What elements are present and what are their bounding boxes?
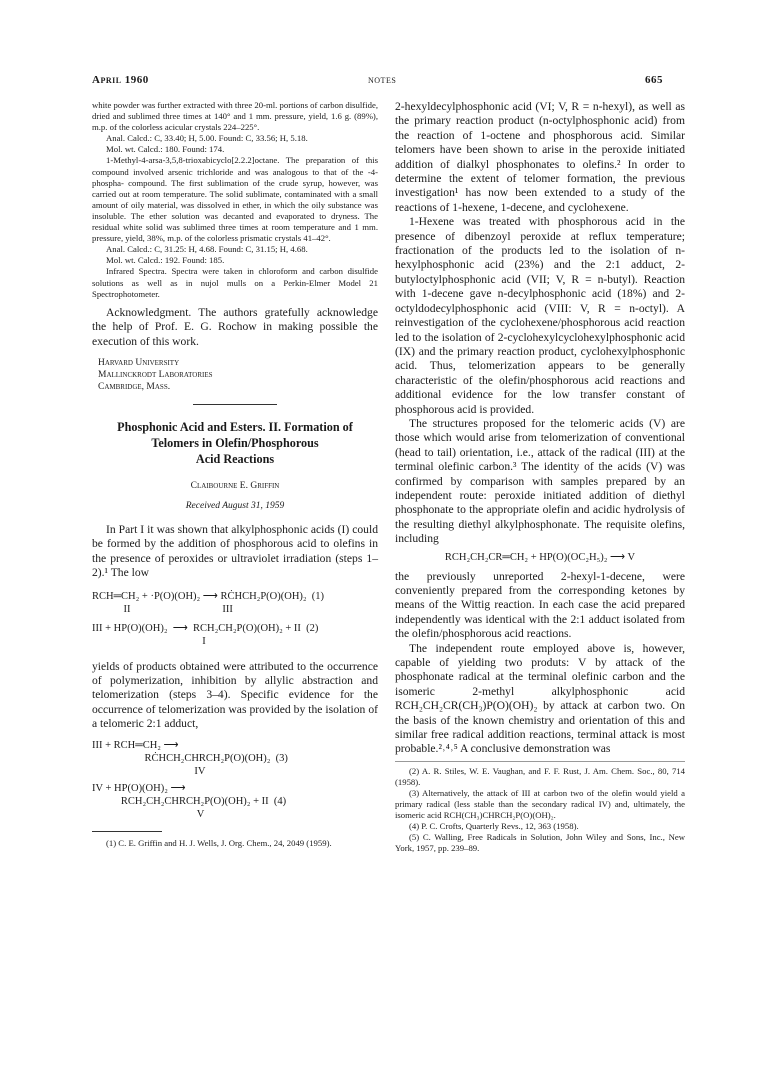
intro-paragraph: In Part I it was shown that alkylphosphonic acids (I) could be formed by the addition of phosphorous acid to olefins in the presence of peroxides or ultraviolet irradiation (steps 1–2).¹ The low: [92, 522, 378, 580]
molwt-line: Mol. wt. Calcd.: 180. Found: 174.: [106, 144, 225, 155]
running-header-date: April 1960: [92, 74, 149, 86]
experimental-paragraph: white powder was further extracted with three 20-ml. portions of carbon disulfide, dried and sublimed three times at 140° and 1 mm. pressure, yield, 1.6 g. (89%), m.p. of the colorless acicular crystals 224–225°.: [92, 100, 378, 133]
body-paragraph: yields of products obtained were attributed to the occurrence of polymerization, inhibition by allylic abstraction and telomerization (steps 3–4). Specific evidence for the occurrence of telomerization was provided by the isolation of a telomeric 2:1 adduct,: [92, 659, 378, 731]
body-paragraph: 1-Hexene was treated with phosphorous acid in the presence of dibenzoyl peroxide at reflux temperature; fractionation of the products led to the isolation of n-hexylphosphonic acid (23%) and the 2:1 adduct, 2-butyloctylphosphonic acid (VII; V, R = n-butyl). Reaction with 1-decene gave n-decylphosphonic acid (18%) and 2-octyldodecylphosphonic acid (VIII: V, R = n-octyl). A reinvestigation of the cyclohexene/phosphorous acid reaction led to the isolation of 2-cyclohexylcyclohexylphosphonic acid (IX) and the primary reaction product, cyclohexylphosphonic acid. Thus, telomerization appears to be generally characteristic of the olefin/phosphorous acid reactions and additional evidence for the low transfer constant of phosphorous acid is provided.: [395, 215, 685, 416]
affiliation-line: Mallinckrodt Laboratories: [98, 369, 213, 380]
footnote-3: (3) Alternatively, the attack of III at carbon two of the olefin would yield a primary radical (less stable than the secondary radical IV) and, ultimately, the isomeric acid RCH(CH₃)CHRCH₂P(O)(OH)₂.: [395, 787, 685, 820]
footnote-rule: [92, 831, 162, 832]
analysis-line: Anal. Calcd.: C, 33.40; H, 5.00. Found: C, 33.56; H, 5.18.: [106, 133, 308, 144]
analysis-line: Anal. Calcd.: C, 31.25: H, 4.68. Found: C, 31.15; H, 4.68.: [106, 244, 308, 255]
running-header-section: notes: [368, 74, 397, 86]
article-title: [92, 419, 378, 467]
title-line: Acid Reactions: [195, 451, 275, 466]
footnote-5: (5) C. Walling, Free Radicals in Solution, John Wiley and Sons, Inc., New York, 1957, pp. 239–89.: [395, 831, 685, 853]
equation-4: IV + HP(O)(OH)₂ ⟶: [92, 782, 186, 794]
equation-3-labels: IV: [92, 765, 206, 777]
footnote-rule: [395, 761, 685, 762]
affiliation-line: Cambridge, Mass.: [98, 381, 171, 392]
page-number: 665: [645, 74, 663, 86]
body-paragraph: The independent route employed above is, however, capable of yielding two produts: V by attack of the phosphonate radical at the terminal olefinic carbon and the isomeric 2-methyl alkylphosphonic acid RCH₂CH₂CR(CH₃)P(O)(OH)₂ by attack at carbon two. On the basis of the known chemistry and orientation of this and similar free radical addition reactions, terminal attack is most probable.²˒⁴˒⁵ A conclusive demonstration was: [395, 641, 685, 756]
title-line: Phosphonic Acid and Esters. II. Formation of: [117, 419, 353, 434]
acknowledgment: Acknowledgment. The authors gratefully acknowledge the help of Prof. E. G. Rochow in making possible the execution of this work.: [92, 305, 378, 348]
experimental-paragraph: 1-Methyl-4-arsa-3,5,8-trioxabicyclo[2.2.2]octane. The preparation of this compound involved arsenic trichloride and was analogous to that of the -4-phospha- compound. The first sublimation of the crude syrup, however, was carried out at room temperature. The solid sublimate, contaminated with a small amount of oily material, was dissolved in ether, in which the oily substance was insoluble. The ether solution was decanted and evaporated to dryness. The residual white solid was sublimed three times at room temperature and 1 mm. pressure, yield, 38%, m.p. of the colorless prismatic crystals 41–42°.: [92, 155, 378, 244]
affiliation-line: Harvard University: [98, 357, 180, 368]
equation-2-labels: I: [92, 635, 206, 647]
section-divider: [193, 404, 277, 405]
equation-2: III + HP(O)(OH)₂ ⟶ RCH₂CH₂P(O)(OH)₂ + II (2): [92, 622, 319, 634]
body-paragraph: the previously unreported 2-hexyl-1-decene, were conveniently prepared from the corresponding ketones by means of the Wittig reaction. In each case the acid prepared independently was identical with the 2:1 adduct isolated from the olefin/phosphorous acid reactions.: [395, 569, 685, 641]
title-line: Telomers in Olefin/Phosphorous: [151, 435, 319, 450]
footnote-1: (1) C. E. Griffin and H. J. Wells, J. Org. Chem., 24, 2049 (1959).: [106, 837, 332, 848]
equation-3: III + RCH═CH₂ ⟶: [92, 739, 179, 751]
equation-1: RCH═CH₂ + ·P(O)(OH)₂ ⟶ RĊHCH₂P(O)(OH)₂ (1): [92, 590, 325, 602]
right-column: [395, 100, 685, 854]
equation-4-body: RCH₂CH₂CHRCH₂P(O)(OH)₂ + II (4): [92, 795, 287, 807]
olefin-equation: RCH₂CH₂CR═CH₂ + HP(O)(OC₂H₅)₂ ⟶ V: [444, 551, 636, 563]
infrared-paragraph: Infrared Spectra. Spectra were taken in chloroform and carbon disulfide solutions as well as in nujol mulls on a Perkin-Elmer Model 21 Spectrophotometer.: [92, 266, 378, 299]
equation-1-labels: II III: [92, 603, 233, 615]
received-date: Received August 31, 1959: [185, 500, 285, 511]
author: Claibourne E. Griffin: [190, 480, 280, 491]
equation-4-labels: V: [92, 808, 205, 820]
body-paragraph: The structures proposed for the telomeric acids (V) are those which would arise from telomerization of conventional (head to tail) orientation, i.e., attack of the radical (III) at the terminal olefinic carbon.³ The identity of the acids (V) was confirmed by comparison with samples prepared by an independent route: peroxide initiated addition of diethyl phosphonate to the appropriate olefin and acidic hydrolysis of the resulting diethyl alkylphosphonate. The requisite olefins, including: [395, 416, 685, 546]
footnote-4: (4) P. C. Crofts, Quarterly Revs., 12, 363 (1958).: [409, 820, 579, 831]
body-paragraph: 2-hexyldecylphosphonic acid (VI; V, R = n-hexyl), as well as the primary reaction product (n-octylphosphonic acid) from the reaction of 1-octene and phosphorous acid. Similar telomers have been shown to arise in the peroxide initiated addition of dialkyl phosphonates to olefins.² In order to determine the extent of telomer formation, the previous investigation¹ has now been extended to a study of the reactions of 1-hexene, 1-decene, and cyclohexene.: [395, 100, 685, 214]
footnote-2: (2) A. R. Stiles, W. E. Vaughan, and F. F. Rust, J. Am. Chem. Soc., 80, 714 (1958).: [395, 765, 685, 787]
molwt-line: Mol. wt. Calcd.: 192. Found: 185.: [106, 255, 225, 266]
left-column: [92, 100, 378, 849]
equation-3-body: RĊHCH₂CHRCH₂P(O)(OH)₂ (3): [92, 752, 288, 764]
